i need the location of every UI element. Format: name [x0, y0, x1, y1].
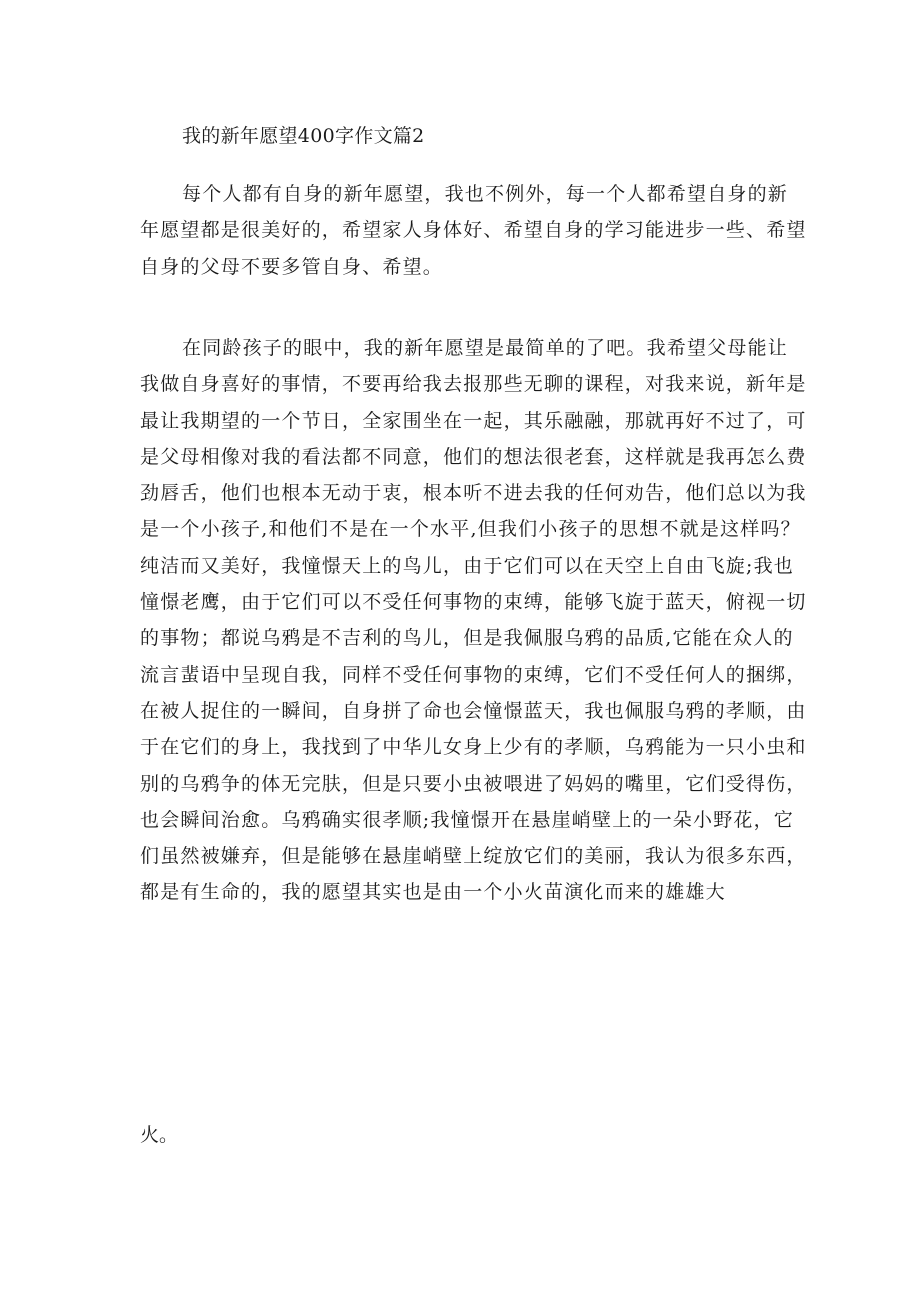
document-title: 我的新年愿望400字作文篇2	[182, 125, 425, 147]
paragraph-line: 在同龄孩子的眼中，我的新年愿望是最简单的了吧。我希望父母能让	[182, 337, 789, 359]
trailing-text: 火。	[140, 1124, 179, 1146]
paragraph-line: 纯洁而又美好，我憧憬天上的鸟儿，由于它们可以在天空上自由飞旋;我也	[140, 554, 795, 577]
paragraph-line: 都是有生命的，我的愿望其实也是由一个小火苗演化而来的雄雄大	[140, 881, 726, 904]
paragraph-line: 别的乌鸦争的体无完肤，但是只要小虫被喂进了妈妈的嘴里，它们受得伤，	[140, 772, 807, 795]
paragraph-line: 每个人都有自身的新年愿望，我也不例外，每一个人都希望自身的新	[182, 183, 789, 205]
paragraph-line: 自身的父母不要多管自身、希望。	[140, 255, 444, 278]
paragraph-line: 于在它们的身上，我找到了中华儿女身上少有的孝顺，乌鸦能为一只小虫和	[140, 736, 807, 759]
paragraph-line: 的事物；都说乌鸦是不吉利的鸟儿，但是我佩服乌鸦的品质,它能在众人的	[140, 627, 794, 650]
paragraph-line: 我做自身喜好的事情，不要再给我去报那些无聊的课程，对我来说，新年是	[140, 373, 807, 396]
paragraph-line: 也会瞬间治愈。乌鸦确实很孝顺;我憧憬开在悬崖峭壁上的一朵小野花，它	[140, 808, 795, 831]
paragraph-line: 劲唇舌，他们也根本无动于衷，根本听不进去我的任何劝告，他们总以为我	[140, 482, 807, 505]
paragraph-line: 最让我期望的一个节日，全家围坐在一起，其乐融融，那就再好不过了，可	[140, 409, 807, 432]
paragraph-2	[140, 330, 807, 911]
paragraph-line: 是一个小孩子,和他们不是在一个水平,但我们小孩子的思想不就是这样吗？	[140, 518, 801, 541]
paragraph-1	[140, 176, 807, 285]
paragraph-line: 们虽然被嫌弃，但是能够在悬崖峭壁上绽放它们的美丽，我认为很多东西，	[140, 845, 807, 868]
paragraph-line: 憧憬老鹰，由于它们可以不受任何事物的束缚，能够飞旋于蓝天，俯视一切	[140, 591, 807, 614]
paragraph-line: 是父母相像对我的看法都不同意，他们的想法很老套，这样就是我再怎么费	[140, 445, 807, 468]
paragraph-line: 年愿望都是很美好的，希望家人身体好、希望自身的学习能进步一些、希望	[140, 219, 807, 242]
paragraph-line: 在被人捉住的一瞬间，自身拼了命也会憧憬蓝天，我也佩服乌鸦的孝顺，由	[140, 699, 807, 722]
paragraph-line: 流言蜚语中呈现自我，同样不受任何事物的束缚，它们不受任何人的捆绑，	[140, 663, 807, 686]
